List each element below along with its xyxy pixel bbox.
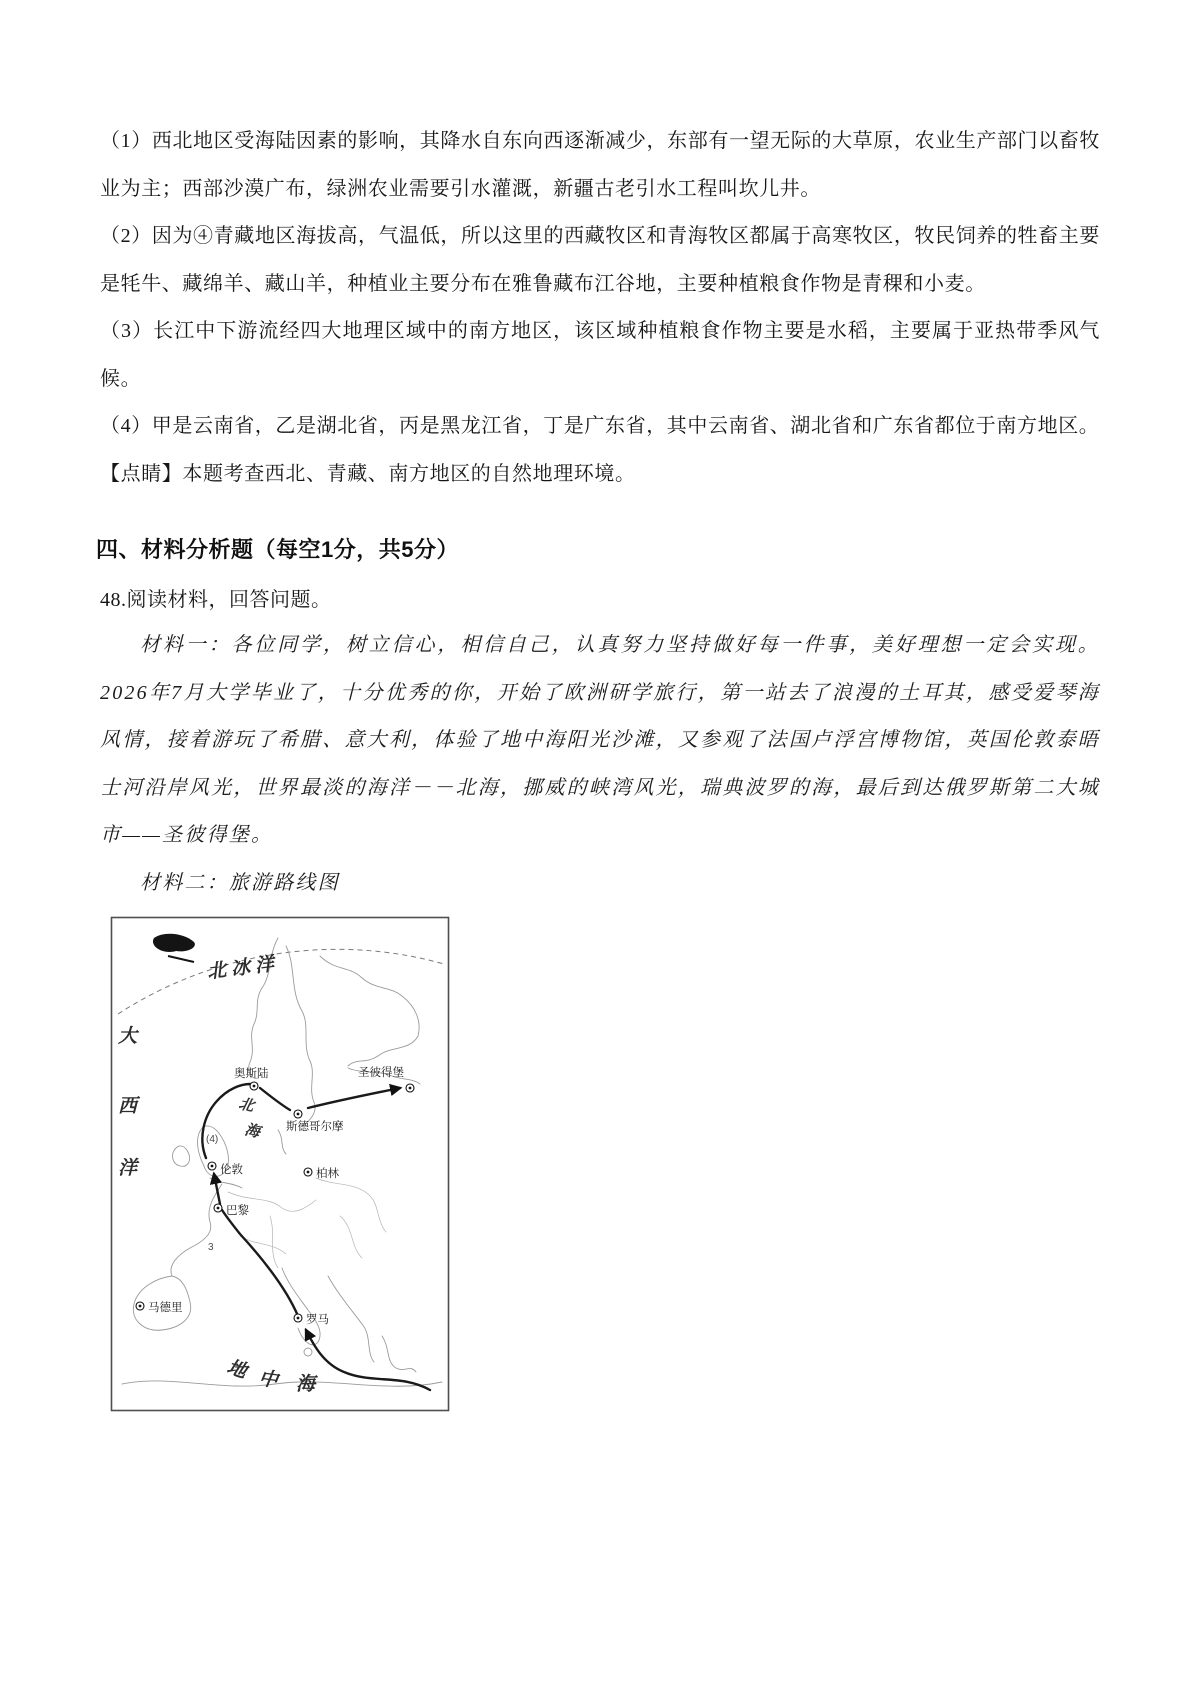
city-marker-paris — [214, 1204, 222, 1212]
map-label-mediterranean-char-2: 中 — [257, 1367, 280, 1392]
map-label-rome: 罗马 — [306, 1313, 329, 1326]
map-label-paris: 巴黎 — [226, 1204, 249, 1217]
map-label-london: 伦敦 — [220, 1163, 243, 1176]
city-marker-oslo — [250, 1082, 258, 1090]
border-france-italy — [270, 1216, 278, 1268]
material-one-paragraph: 材料一：各位同学，树立信心，相信自己，认真努力坚持做好每一件事，美好理想一定会实现。2026年7月大学毕业了，十分优秀的你，开始了欧洲研学旅行，第一站去了浪漫的土耳其，感受爱琴海风情，接着游玩了希腊、意大利，体验了地中海阳光沙滩，又参观了法国卢浮宫博物馆，英国伦敦泰晤士河沿岸风光，世界最淡的海洋－－北海，挪威的峡湾风光，瑞典波罗的海，最后到达俄罗斯第二大城市——圣彼得堡。 — [100, 634, 1100, 846]
city-marker-rome — [294, 1314, 302, 1322]
route-segment-oslo-stockholm — [260, 1088, 290, 1110]
answer-paragraph-4: （4）甲是云南省，乙是湖北省，丙是黑龙江省，丁是广东省，其中云南省、湖北省和广东省都位于南方地区。 — [100, 415, 1100, 437]
route-number-4: (4) — [206, 1133, 219, 1145]
map-label-atlantic-char-2: 西 — [118, 1095, 138, 1117]
coastline-sicily — [304, 1348, 312, 1356]
answer-paragraph-1: （1）西北地区受海陆因素的影响，其降水自东向西逐渐减少，东部有一望无际的大草原，农业生产部门以畜牧业为主；西部沙漠广布，绿洲农业需要引水灌溉，新疆古老引水工程叫坎儿井。 — [100, 130, 1100, 200]
route-number-3: 3 — [208, 1241, 214, 1253]
map-label-madrid: 马德里 — [148, 1301, 183, 1314]
map-label-berlin: 柏林 — [316, 1167, 339, 1180]
answer-paragraph-2: （2）因为④青藏地区海拔高，气温低，所以这里的西藏牧区和青海牧区都属于高寒牧区，牧民饲养的牲畜主要是牦牛、藏绵羊、藏山羊，种植业主要分布在雅鲁藏布江谷地，主要种植粮食作物是青稞和小麦。 — [100, 225, 1100, 295]
city-marker-madrid — [136, 1302, 144, 1310]
map-label-saint-petersburg: 圣彼得堡 — [358, 1066, 404, 1079]
coastline-greece — [382, 1336, 416, 1372]
map-legend-tick — [168, 956, 194, 962]
map-frame — [112, 917, 449, 1410]
coastline-west-europe — [171, 1184, 222, 1276]
border-east-europe — [316, 1178, 386, 1232]
map-label-arctic-ocean: 北冰洋 — [206, 952, 281, 983]
route-map-svg — [110, 916, 450, 1412]
highlight-paragraph: 【点睛】本题考查西北、青藏、南方地区的自然地理环境。 — [100, 462, 636, 485]
map-label-mediterranean-char-1: 地 — [224, 1356, 250, 1383]
route-segment-stockholm-petersburg — [308, 1088, 400, 1108]
material-two-caption: 材料二：旅游路线图 — [140, 871, 340, 894]
coastline-north-africa — [122, 1380, 442, 1385]
map-label-stockholm: 斯德哥尔摩 — [286, 1120, 344, 1133]
border-south-france — [240, 1236, 286, 1254]
city-marker-saint-petersburg — [406, 1084, 414, 1092]
city-marker-berlin — [304, 1168, 312, 1176]
coastline-denmark — [278, 1130, 286, 1154]
map-legend-blob — [153, 933, 195, 951]
coastline-balkans — [328, 1276, 374, 1362]
map-label-atlantic-char-3: 洋 — [118, 1157, 138, 1179]
route-map-figure — [110, 916, 450, 1412]
map-label-north-sea-char-1: 北 — [237, 1095, 256, 1115]
map-label-north-sea-char-2: 海 — [243, 1121, 262, 1141]
coastline-sweden-baltic — [286, 946, 315, 1126]
city-marker-stockholm — [294, 1110, 302, 1118]
coastline-ireland — [173, 1145, 190, 1165]
city-marker-london — [208, 1162, 216, 1170]
arctic-circle-dashed-line — [118, 949, 444, 1014]
question-48: 48.阅读材料，回答问题。 — [100, 589, 332, 611]
document-content — [96, 118, 1100, 1412]
border-balkan-inner — [340, 1216, 362, 1258]
section-heading: 四、材料分析题（每空1分，共5分） — [96, 537, 459, 562]
map-label-mediterranean-char-3: 海 — [296, 1373, 316, 1395]
coastline-finland — [320, 956, 419, 1066]
coastline-italy — [282, 1268, 320, 1345]
answer-paragraph-3: （3）长江中下游流经四大地理区域中的南方地区，该区域种植粮食作物主要是水稻，主要属于亚热带季风气候。 — [100, 320, 1100, 390]
map-label-oslo: 奥斯陆 — [234, 1067, 269, 1080]
map-label-atlantic-char-1: 大 — [118, 1025, 138, 1047]
route-segment-rome-paris — [222, 1210, 298, 1316]
